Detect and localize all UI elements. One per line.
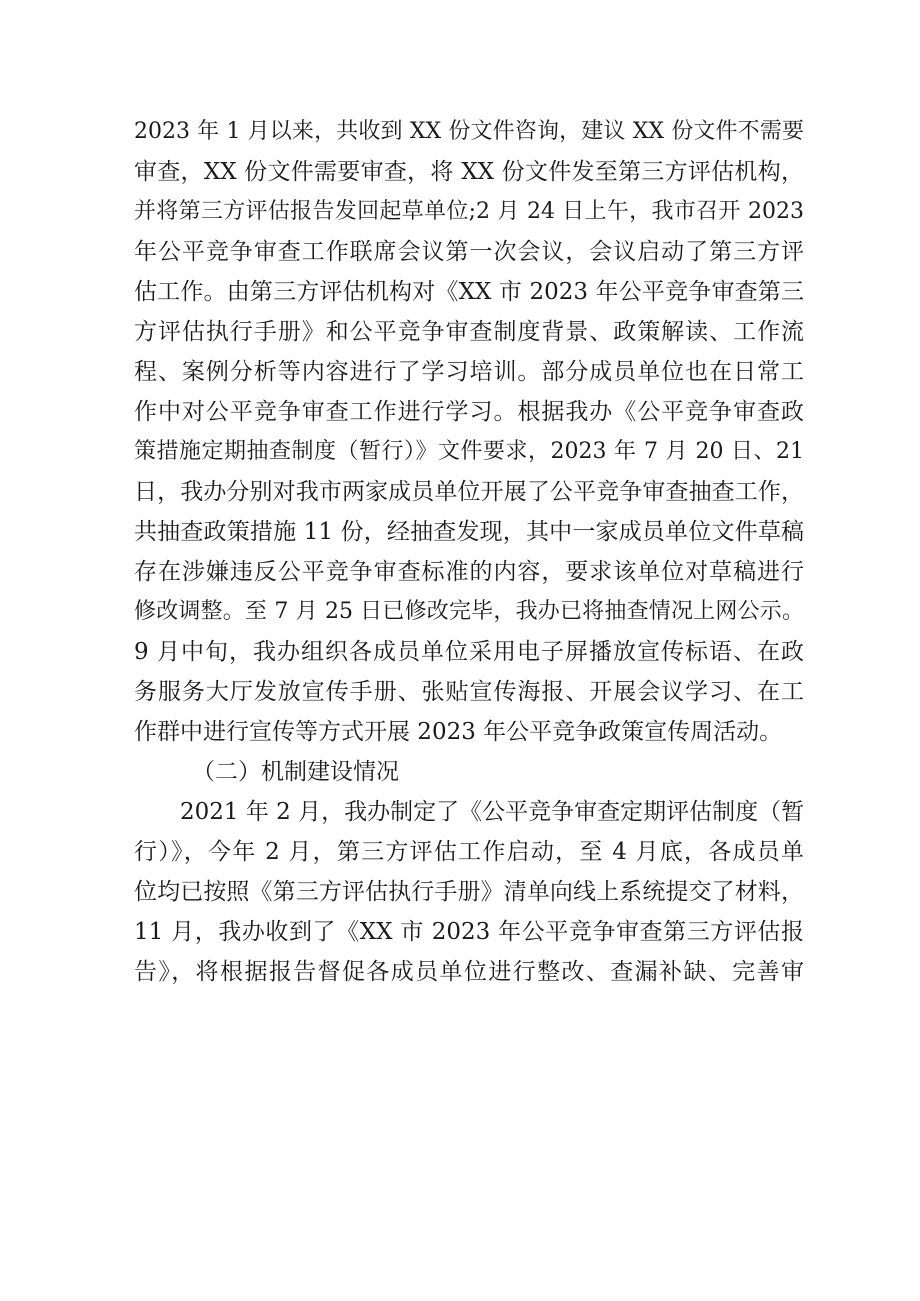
- text-line: 策措施定期抽查制度（暂行）》文件要求，2023 年 7 月 20 日、21: [134, 439, 804, 464]
- text-line: 存在涉嫌违反公平竞争审查标准的内容，要求该单位对草稿进行: [134, 559, 804, 585]
- text-line: 审查，XX 份文件需要审查，将 XX 份文件发至第三方评估机构，: [134, 159, 804, 185]
- text-line: 年公平竞争审查工作联席会议第一次会议，会议启动了第三方评: [134, 239, 804, 265]
- text-line: 方评估执行手册》和公平竞争审查制度背景、政策解读、工作流: [134, 319, 804, 345]
- text-line: 作群中进行宣传等方式开展 2023 年公平竞争政策宣传周活动。: [134, 719, 783, 745]
- text-line: 共抽查政策措施 11 份，经抽查发现，其中一家成员单位文件草稿: [134, 519, 804, 545]
- text-line: 修改调整。至 7 月 25 日已修改完毕，我办已将抽查情况上网公示。: [134, 599, 804, 624]
- document-body: [134, 112, 804, 992]
- text-line: 行）》，今年 2 月，第三方评估工作启动，至 4 月底，各成员单: [134, 839, 804, 865]
- text-line: 程、案例分析等内容进行了学习培训。部分成员单位也在日常工: [134, 359, 804, 385]
- paragraph-1: [134, 112, 804, 752]
- text-line: 2021 年 2 月，我办制定了《公平竞争审查定期评估制度（暂: [180, 799, 805, 825]
- text-line: 作中对公平竞争审查工作进行学习。根据我办《公平竞争审查政: [134, 399, 804, 425]
- text-line: 并将第三方评估报告发回起草单位;2 月 24 日上午，我市召开 2023: [134, 199, 804, 224]
- text-line: 务服务大厅发放宣传手册、张贴宣传海报、开展会议学习、在工: [134, 679, 804, 705]
- text-line: 日，我办分别对我市两家成员单位开展了公平竞争审查抽查工作，: [134, 479, 804, 505]
- text-line: 11 月，我办收到了《XX 市 2023 年公平竞争审查第三方评估报: [134, 919, 804, 945]
- text-line: 估工作。由第三方评估机构对《XX 市 2023 年公平竞争审查第三: [134, 279, 804, 305]
- text-line: 告》，将根据报告督促各成员单位进行整改、查漏补缺、完善审: [134, 959, 804, 985]
- text-line: 位均已按照《第三方评估执行手册》清单向线上系统提交了材料，: [134, 879, 804, 905]
- text-line: 9 月中旬，我办组织各成员单位采用电子屏播放宣传标语、在政: [134, 639, 804, 665]
- paragraph-2: [134, 792, 804, 992]
- text-line: 2023 年 1 月以来，共收到 XX 份文件咨询，建议 XX 份文件不需要: [134, 119, 804, 144]
- section-heading: （二）机制建设情况: [192, 759, 399, 785]
